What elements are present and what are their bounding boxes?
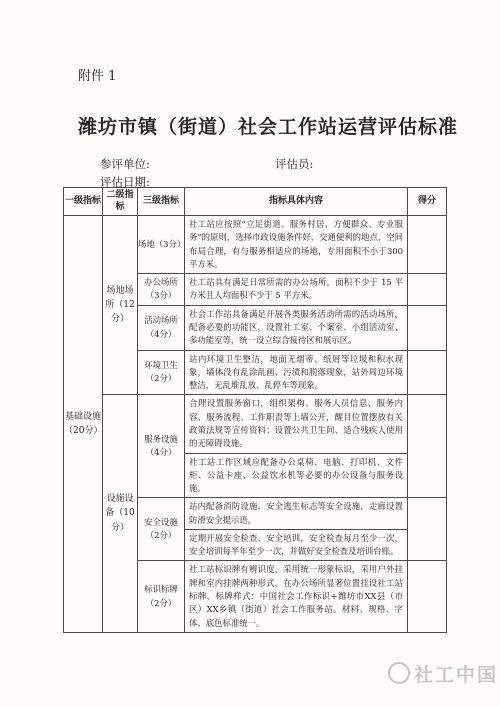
level2-facilities: 设施设备（10分） — [103, 395, 138, 633]
score-cell[interactable] — [408, 561, 447, 632]
level3-site: 场地（3分） — [138, 216, 185, 274]
evaluator-label: 评估员: — [275, 157, 314, 171]
level1-infrastructure: 基础设施（20分） — [64, 216, 103, 633]
watermark-circle-icon — [388, 662, 410, 684]
evaluation-standard-table — [63, 187, 447, 633]
content-hygiene: 站内环境卫生整洁，地面无烟蒂、纸屑等垃圾和积水现象，墙体没有乱涂乱画、污渍和脱落现象，站外周边环境整洁，无乱堆乱放、乱停车等现象。 — [185, 350, 408, 395]
score-cell[interactable] — [408, 274, 447, 306]
table-row — [64, 216, 447, 274]
watermark-logo — [388, 660, 498, 687]
level3-hygiene: 环境卫生（2分） — [138, 350, 185, 395]
content-office: 社工站具有满足日常所需的办公场所，面积不少于 15 平方米且人均面积不少于 5 平方米。 — [185, 274, 408, 306]
level3-service: 服务设施（4分） — [138, 395, 185, 498]
content-site: 社工站应按照“立足街道、服务村居、方便群众、专业服务”的原则，选择市政设施条件好、交通便利的地点，空间布局合理，有与服务相适应的场地，专用面积不小于300平方米。 — [185, 216, 408, 274]
attachment-label: 附件 1 — [78, 69, 117, 84]
evaluation-date-label: 评估日期: — [100, 175, 150, 189]
score-cell[interactable] — [408, 350, 447, 395]
table-row — [64, 395, 447, 453]
content-safety-1: 站内配备消防设施、安全逃生标志等安全设施，走廊设置防滑安全提示语。 — [185, 498, 408, 530]
document-title: 潍坊市镇（街道）社会工作站运营评估标准 — [78, 116, 459, 138]
header-level1: 一级指标 — [64, 188, 103, 216]
header-level3: 三级指标 — [138, 188, 185, 216]
level3-signage: 标识标牌（2分） — [138, 561, 185, 632]
content-service-2: 社工站工作区域应配备办公桌椅、电脑、打印机、文件柜、公益卡座、公益饮水机等必要的办公设备与服务设施。 — [185, 453, 408, 498]
content-signage: 社工站标识牌有辨识度，采用统一形象标识，采用户外挂牌和室内挂牌两种形式，在办公场所显著位置挂设社工站标牌，标牌样式：中国社会工作标识+潍坊市XX县（市区）XX乡镇（街道）社会工作服务站。材料、规格、字体、底色标准统一。 — [185, 561, 408, 632]
level3-office: 办公场所（3分） — [138, 274, 185, 306]
header-score: 得分 — [408, 188, 447, 216]
score-cell[interactable] — [408, 498, 447, 561]
watermark-text: 社工中国 — [414, 664, 499, 686]
header-level2: 二级指标 — [103, 188, 138, 216]
header-content: 指标具体内容 — [185, 188, 408, 216]
content-safety-2: 定期开展安全检查、安全培训，安全检查每月至少一次，安全培训每半年至少一次，并做好安全检查及培训台账。 — [185, 529, 408, 561]
evaluated-unit-label: 参评单位: — [100, 157, 150, 171]
content-service-1: 合理设置服务窗口，组织架构、服务人员信息、服务内容、服务流程、工作职责等上墙公开，醒目位置摆放有关政策法规等宣传资料；设置公共卫生间、适合残疾人使用的无障碍设施。 — [185, 395, 408, 453]
score-cell[interactable] — [408, 305, 447, 350]
content-activity: 社会工作站具备满足开展各类服务活动所需的活动场所，配备必要的功能区，设置社工室、个案室、小组活动室、多功能室等，统一设立综合接待区和展示区。 — [185, 305, 408, 350]
level3-activity: 活动场所（4分） — [138, 305, 185, 350]
table-header-row — [64, 188, 447, 216]
score-cell[interactable] — [408, 216, 447, 274]
level2-venue: 场地场所（12分） — [103, 216, 138, 395]
score-cell[interactable] — [408, 395, 447, 498]
level3-safety: 安全设施（2分） — [138, 498, 185, 561]
